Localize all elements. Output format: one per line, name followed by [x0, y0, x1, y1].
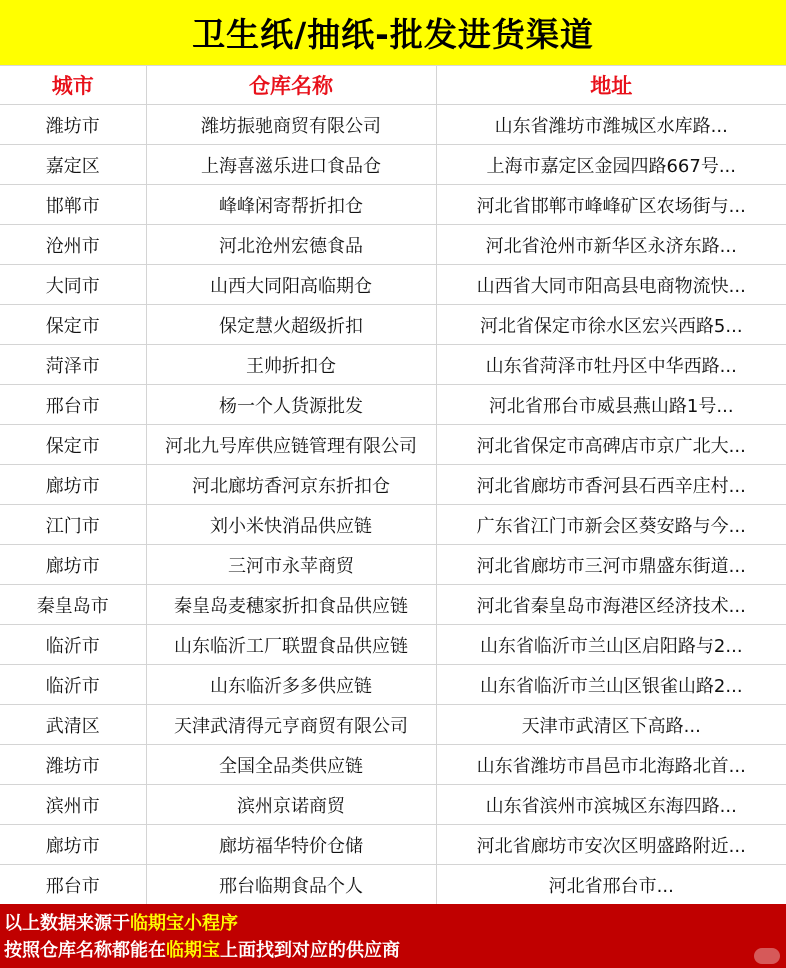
cell-address: 河北省廊坊市三河市鼎盛东街道... [436, 545, 786, 585]
cell-city: 江门市 [0, 505, 146, 545]
table-row [0, 185, 786, 225]
table-row [0, 865, 786, 905]
source-footer [0, 904, 786, 968]
cell-warehouse-name: 河北廊坊香河京东折扣仓 [146, 465, 436, 505]
table-row [0, 385, 786, 425]
footer-line-2-prefix: 按照仓库名称都能在 [4, 940, 166, 961]
cell-address: 山东省潍坊市昌邑市北海路北首... [436, 745, 786, 785]
cell-warehouse-name: 山东临沂多多供应链 [146, 665, 436, 705]
table-header-row [0, 66, 786, 105]
cell-city: 廊坊市 [0, 825, 146, 865]
cell-city: 武清区 [0, 705, 146, 745]
page-title: 卫生纸/抽纸-批发进货渠道 [192, 15, 594, 54]
cell-address: 天津市武清区下高路... [436, 705, 786, 745]
cell-address: 河北省秦皇岛市海港区经济技术... [436, 585, 786, 625]
cell-address: 山东省滨州市滨城区东海四路... [436, 785, 786, 825]
table-body [0, 105, 786, 905]
cell-address: 河北省廊坊市安次区明盛路附近... [436, 825, 786, 865]
cell-address: 山东省临沂市兰山区启阳路与2... [436, 625, 786, 665]
cell-warehouse-name: 天津武清得元亨商贸有限公司 [146, 705, 436, 745]
watermark-badge [754, 948, 780, 964]
cell-address: 山东省菏泽市牡丹区中华西路... [436, 345, 786, 385]
cell-city: 保定市 [0, 425, 146, 465]
cell-city: 菏泽市 [0, 345, 146, 385]
cell-warehouse-name: 山东临沂工厂联盟食品供应链 [146, 625, 436, 665]
cell-warehouse-name: 三河市永苹商贸 [146, 545, 436, 585]
cell-address: 河北省邢台市威县燕山路1号... [436, 385, 786, 425]
cell-warehouse-name: 河北九号库供应链管理有限公司 [146, 425, 436, 465]
table-row [0, 105, 786, 145]
cell-address: 河北省邯郸市峰峰矿区农场街与... [436, 185, 786, 225]
cell-city: 邯郸市 [0, 185, 146, 225]
header-warehouse-name: 仓库名称 [146, 66, 436, 105]
table-row [0, 345, 786, 385]
footer-line-2 [4, 937, 786, 964]
table-row [0, 585, 786, 625]
cell-warehouse-name: 王帅折扣仓 [146, 345, 436, 385]
cell-warehouse-name: 杨一个人货源批发 [146, 385, 436, 425]
table-row [0, 545, 786, 585]
cell-warehouse-name: 保定慧火超级折扣 [146, 305, 436, 345]
cell-address: 山东省潍坊市潍城区水库路... [436, 105, 786, 145]
cell-city: 临沂市 [0, 625, 146, 665]
table-row [0, 225, 786, 265]
table-row [0, 265, 786, 305]
footer-highlight-app: 临期宝 [166, 940, 220, 961]
cell-address: 河北省保定市徐水区宏兴西路5... [436, 305, 786, 345]
cell-warehouse-name: 刘小米快消品供应链 [146, 505, 436, 545]
footer-line-1-prefix: 以上数据来源于 [4, 913, 130, 934]
cell-address: 河北省沧州市新华区永济东路... [436, 225, 786, 265]
cell-city: 嘉定区 [0, 145, 146, 185]
cell-warehouse-name: 潍坊振驰商贸有限公司 [146, 105, 436, 145]
cell-warehouse-name: 廊坊福华特价仓储 [146, 825, 436, 865]
cell-address: 上海市嘉定区金园四路667号... [436, 145, 786, 185]
table-row [0, 705, 786, 745]
cell-address: 河北省廊坊市香河县石西辛庄村... [436, 465, 786, 505]
table-row [0, 745, 786, 785]
table-row [0, 825, 786, 865]
cell-city: 潍坊市 [0, 745, 146, 785]
cell-city: 廊坊市 [0, 545, 146, 585]
cell-address: 河北省邢台市... [436, 865, 786, 905]
cell-warehouse-name: 秦皇岛麦穗家折扣食品供应链 [146, 585, 436, 625]
table-row [0, 665, 786, 705]
cell-city: 邢台市 [0, 385, 146, 425]
cell-warehouse-name: 河北沧州宏德食品 [146, 225, 436, 265]
cell-warehouse-name: 滨州京诺商贸 [146, 785, 436, 825]
cell-warehouse-name: 上海喜滋乐进口食品仓 [146, 145, 436, 185]
table-row [0, 465, 786, 505]
cell-city: 秦皇岛市 [0, 585, 146, 625]
cell-city: 廊坊市 [0, 465, 146, 505]
table-row [0, 625, 786, 665]
cell-city: 潍坊市 [0, 105, 146, 145]
footer-highlight-miniprogram: 临期宝小程序 [130, 913, 238, 934]
warehouse-table [0, 66, 786, 905]
header-city: 城市 [0, 66, 146, 105]
cell-city: 保定市 [0, 305, 146, 345]
cell-warehouse-name: 邢台临期食品个人 [146, 865, 436, 905]
cell-city: 临沂市 [0, 665, 146, 705]
cell-address: 山东省临沂市兰山区银雀山路2... [436, 665, 786, 705]
table-row [0, 505, 786, 545]
table-row [0, 425, 786, 465]
table-row [0, 145, 786, 185]
cell-city: 邢台市 [0, 865, 146, 905]
title-banner [0, 0, 786, 66]
cell-address: 山西省大同市阳高县电商物流快... [436, 265, 786, 305]
header-address: 地址 [436, 66, 786, 105]
cell-warehouse-name: 全国全品类供应链 [146, 745, 436, 785]
table-row [0, 305, 786, 345]
cell-warehouse-name: 山西大同阳高临期仓 [146, 265, 436, 305]
cell-city: 沧州市 [0, 225, 146, 265]
footer-line-2-suffix: 上面找到对应的供应商 [220, 940, 400, 961]
footer-line-1 [4, 910, 786, 937]
cell-city: 大同市 [0, 265, 146, 305]
cell-city: 滨州市 [0, 785, 146, 825]
cell-address: 河北省保定市高碑店市京广北大... [436, 425, 786, 465]
cell-address: 广东省江门市新会区葵安路与今... [436, 505, 786, 545]
table-row [0, 785, 786, 825]
cell-warehouse-name: 峰峰闲寄帮折扣仓 [146, 185, 436, 225]
